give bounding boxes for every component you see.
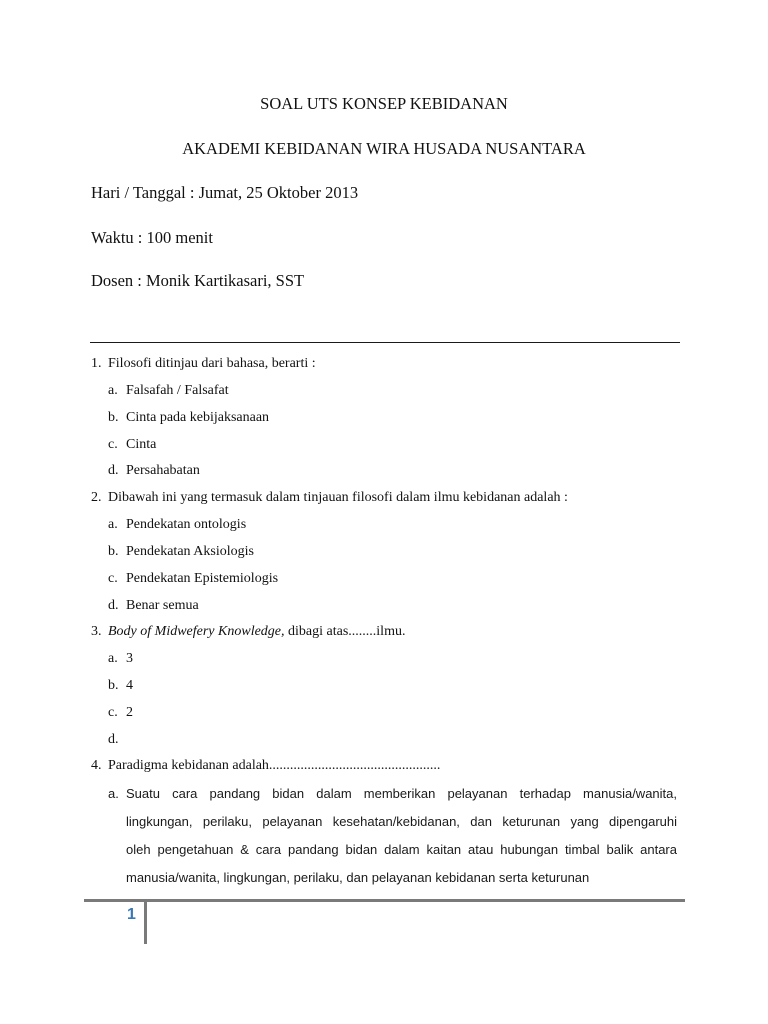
institution-name: AKADEMI KEBIDANAN WIRA HUSADA NUSANTARA — [182, 139, 586, 158]
option-text: Cinta — [126, 437, 157, 452]
option-text: 3 — [126, 651, 133, 666]
option-letter: b. — [108, 544, 119, 559]
option-text: Persahabatan — [126, 463, 200, 478]
option-text: 2 — [126, 705, 133, 720]
option-text: Pendekatan Epistemiologis — [126, 571, 279, 586]
question-number: 2. — [91, 490, 102, 505]
option-letter: d. — [108, 463, 119, 478]
question-text: Dibawah ini yang termasuk dalam tinjauan filosofi dalam ilmu kebidanan adalah : — [108, 490, 568, 505]
document-title: SOAL UTS KONSEP KEBIDANAN — [260, 94, 508, 113]
question-text-italic: Body of Midwefery Knowledge, — [108, 624, 285, 639]
question-number: 3. — [91, 624, 102, 639]
question-text-rest: dibagi atas........ilmu. — [284, 624, 406, 639]
option-letter: c. — [108, 705, 118, 720]
option-text-line: lingkungan, perilaku, pelayanan kesehatan/kebidanan, dan keturunan yang dipengaruhi — [126, 814, 677, 829]
page-number: 1 — [127, 906, 136, 923]
option-text-line: manusia/wanita, lingkungan, perilaku, dan pelayanan kebidanan serta keturunan — [126, 870, 590, 885]
option-letter: a. — [108, 651, 118, 666]
question-number: 1. — [91, 356, 102, 371]
question-number: 4. — [91, 758, 102, 773]
option-letter: d. — [108, 598, 119, 613]
option-letter: d. — [108, 732, 119, 747]
option-text: Benar semua — [126, 598, 199, 613]
option-text-line: oleh pengetahuan & cara pandang bidan dalam kaitan atau hubungan timbal balik antara — [126, 842, 677, 857]
option-letter: c. — [108, 437, 118, 452]
option-letter: a. — [108, 517, 118, 532]
question-text: Filosofi ditinjau dari bahasa, berarti : — [108, 356, 316, 371]
option-text: Pendekatan ontologis — [126, 517, 247, 532]
option-letter: a. — [108, 786, 119, 801]
lecturer-line: Dosen : Monik Kartikasari, SST — [91, 271, 305, 290]
question-text — [108, 624, 405, 640]
option-text-line: Suatu cara pandang bidan dalam memberikan pelayanan terhadap manusia/wanita, — [126, 786, 677, 801]
time-line: Waktu : 100 menit — [91, 228, 213, 247]
header-divider — [90, 342, 680, 343]
footer-divider — [84, 899, 685, 902]
date-line: Hari / Tanggal : Jumat, 25 Oktober 2013 — [91, 183, 359, 202]
question-text: Paradigma kebidanan adalah................................................. — [108, 758, 441, 773]
option-letter: b. — [108, 678, 119, 693]
option-letter: b. — [108, 410, 119, 425]
option-text: 4 — [126, 678, 133, 693]
option-text: Cinta pada kebijaksanaan — [126, 410, 270, 425]
option-letter: c. — [108, 571, 118, 586]
option-text: Pendekatan Aksiologis — [126, 544, 254, 559]
footer-vertical-bar — [144, 899, 147, 944]
option-text: Falsafah / Falsafat — [126, 383, 229, 398]
option-letter: a. — [108, 383, 118, 398]
